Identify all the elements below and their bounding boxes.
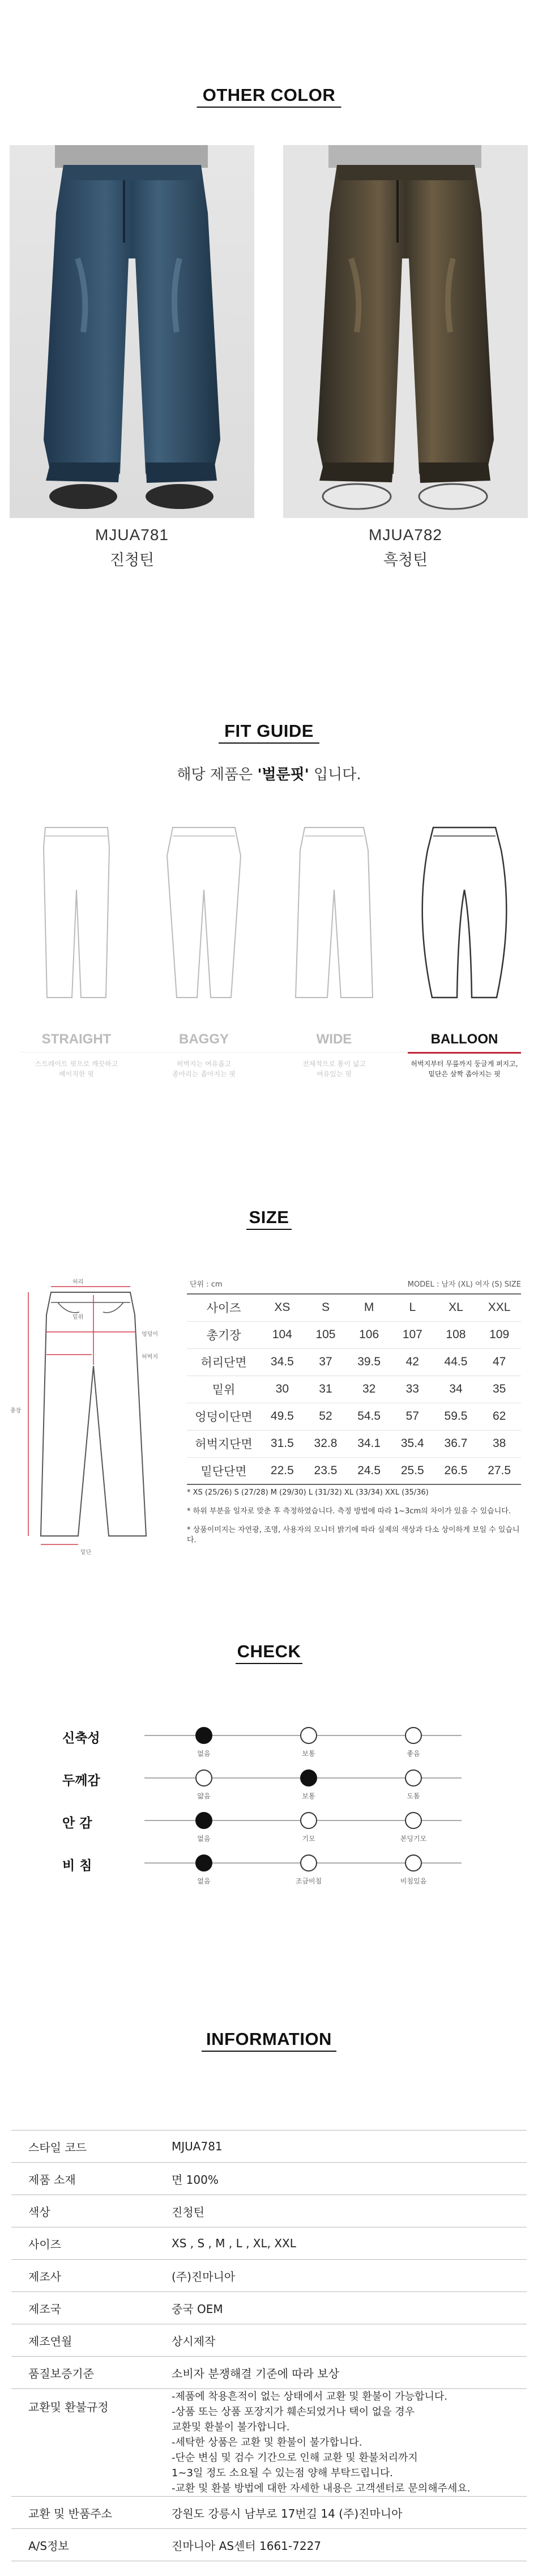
size-cell: 105 [304, 1321, 348, 1348]
size-header-cell: S [304, 1294, 348, 1321]
info-row [11, 2227, 527, 2260]
info-key: 사이즈 [11, 2227, 150, 2260]
size-cell: 밑위 [187, 1376, 261, 1403]
info-value: 상시제작 [150, 2324, 527, 2357]
size-table [187, 1293, 521, 1485]
info-row [11, 2195, 527, 2227]
fit-desc-baggy: 허벅지는 여유롭고 종아리는 좁아지는 핏 [172, 1060, 236, 1078]
size-cell: 54.5 [347, 1403, 391, 1430]
size-cell: 108 [434, 1321, 478, 1348]
size-row [187, 1376, 521, 1403]
fit-label-balloon: BALLOON [430, 1032, 498, 1047]
product-info-table [11, 2130, 527, 2561]
info-value: MJUA781 [150, 2131, 527, 2163]
size-cell: 31.5 [261, 1430, 304, 1457]
fit-intro-prefix: 해당 제품은 [177, 766, 258, 783]
size-cell: 엉덩이단면 [187, 1403, 261, 1430]
product-code-2: MJUA782 [369, 526, 442, 544]
size-cell: 30 [261, 1376, 304, 1403]
size-header-cell: L [391, 1294, 434, 1321]
size-row [187, 1457, 521, 1484]
size-cell: 34 [434, 1376, 478, 1403]
info-key: 제품 소재 [11, 2163, 150, 2195]
size-measurement-diagram [11, 1270, 181, 1564]
size-title: SIZE [249, 1207, 289, 1227]
product-photo-1[interactable] [10, 145, 254, 518]
size-header-cell: XXL [477, 1294, 521, 1321]
size-cell: 44.5 [434, 1348, 478, 1376]
dim-label-rise: 밑위 [72, 1314, 84, 1321]
fit-desc-wide: 전체적으로 통이 넓고 여유있는 핏 [302, 1060, 366, 1078]
info-value: 진마니아 AS센터 1661-7227 [150, 2529, 527, 2561]
size-row [187, 1403, 521, 1430]
fit-illustration-wide [277, 822, 391, 1003]
balloon-pants-icon [416, 822, 513, 1003]
info-key: 제조연월 [11, 2324, 150, 2357]
wide-pants-icon [289, 822, 379, 1003]
size-cell: 26.5 [434, 1457, 478, 1484]
size-cell: 35 [477, 1376, 521, 1403]
check-opt-sheerness-1: 조금비침 [295, 1877, 322, 1885]
size-cell: 109 [477, 1321, 521, 1348]
check-opt-sheerness-2: 비침있음 [400, 1877, 427, 1885]
size-header-cell: XL [434, 1294, 478, 1321]
measurement-pants-icon [11, 1270, 181, 1564]
check-opt-stretch-2: 좋음 [407, 1750, 420, 1758]
jeans-photo-black-denim [283, 145, 528, 518]
check-label-sheerness: 비 침 [62, 1858, 92, 1873]
size-note-1: * XS (25/26) S (27/28) M (29/30) L (31/32) XL (33/34) XXL (35/36) [187, 1488, 429, 1497]
info-row [11, 2529, 527, 2561]
size-cell: 42 [391, 1348, 434, 1376]
check-title: CHECK [237, 1641, 301, 1661]
size-cell: 32 [347, 1376, 391, 1403]
size-cell: 39.5 [347, 1348, 391, 1376]
size-cell: 33 [391, 1376, 434, 1403]
info-row [11, 2324, 527, 2357]
info-key: 색상 [11, 2195, 150, 2227]
size-title-underline [246, 1229, 292, 1230]
product-name-2: 흑청틴 [383, 551, 428, 568]
fit-label-straight: STRAIGHT [41, 1032, 112, 1047]
fit-intro-bold: '벌룬핏' [257, 766, 309, 783]
check-label-thickness: 두께감 [62, 1773, 100, 1788]
fit-label-baggy: BAGGY [178, 1032, 229, 1047]
info-row [11, 2357, 527, 2389]
dim-label-hip: 엉덩이 [142, 1331, 158, 1338]
size-note-2: * 하위 부분을 일자로 맞춘 후 측정하였습니다. 측정 방법에 따라 1~3cm의 차이가 있을 수 있습니다. [187, 1507, 511, 1516]
info-key: 제조국 [11, 2292, 150, 2324]
info-row [11, 2163, 527, 2195]
fit-desc-balloon: 허벅지부터 무릎까지 둥글게 퍼지고, 밑단은 살짝 좁아지는 핏 [411, 1060, 518, 1078]
size-cell: 35.4 [391, 1430, 434, 1457]
fit-illustration-balloon [408, 822, 521, 1003]
check-dot-sheerness-1 [300, 1854, 317, 1871]
size-header-cell: 사이즈 [187, 1294, 261, 1321]
information-title-underline [202, 2051, 336, 2052]
info-row [11, 2292, 527, 2324]
fit-guide-title-underline [219, 742, 319, 744]
size-row [187, 1430, 521, 1457]
model-size-info: MODEL : 남자 (XL) 여자 (S) SIZE [407, 1280, 521, 1289]
check-opt-thickness-2: 도톰 [407, 1792, 420, 1800]
check-opt-lining-1: 기모 [302, 1835, 315, 1843]
size-cell: 밑단단면 [187, 1457, 261, 1484]
check-opt-stretch-0: 없음 [197, 1750, 211, 1758]
size-cell: 36.7 [434, 1430, 478, 1457]
size-cell: 47 [477, 1348, 521, 1376]
check-dot-lining-0 [195, 1812, 212, 1829]
size-header-cell: M [347, 1294, 391, 1321]
size-cell: 59.5 [434, 1403, 478, 1430]
size-row [187, 1321, 521, 1348]
size-row [187, 1348, 521, 1376]
check-label-stretch: 신축성 [62, 1731, 100, 1746]
check-dot-stretch-1 [300, 1727, 317, 1744]
size-cell: 허벅지단면 [187, 1430, 261, 1457]
dim-label-thigh: 허벅지 [142, 1354, 158, 1360]
check-dot-thickness-2 [405, 1769, 422, 1786]
size-cell: 32.8 [304, 1430, 348, 1457]
check-dot-thickness-0 [195, 1769, 212, 1786]
baggy-pants-icon [159, 822, 249, 1003]
size-cell: 57 [391, 1403, 434, 1430]
size-cell: 27.5 [477, 1457, 521, 1484]
size-cell: 허리단면 [187, 1348, 261, 1376]
information-title: INFORMATION [206, 2029, 332, 2049]
check-dot-lining-2 [405, 1812, 422, 1829]
info-value: 중국 OEM [150, 2292, 527, 2324]
info-key: 교환 및 반품주소 [11, 2497, 150, 2529]
info-value: 진청틴 [150, 2195, 527, 2227]
other-color-title: OTHER COLOR [202, 85, 336, 105]
size-note-3: * 상품이미지는 자연광, 조명, 사용자의 모니터 밝기에 따라 실제의 색상과 다소 상이하게 보일 수 있습니다. [187, 1526, 520, 1544]
size-cell: 38 [477, 1430, 521, 1457]
info-value: 면 100% [150, 2163, 527, 2195]
check-dot-sheerness-0 [195, 1854, 212, 1871]
info-value-exchange-policy: -제품에 착용흔적이 없는 상태에서 교환 및 환불이 가능합니다. -상품 또는 상품 포장지가 훼손되었거나 택이 없을 경우 교환및 환불이 불가합니다. -세탁한 상품은 교환 및 환불이 불가합니다. -단순 변심 및 검수 기간으로 인해 교환 및 환불처리까지 1~3일 정도 소요될 수 있는점 양해 부탁드립니다. -교환 및 환불 방법에 대한 자세한 내용은 고객센터로 문의해주세요. [150, 2389, 527, 2497]
straight-pants-icon [31, 822, 122, 1003]
size-unit: 단위 : cm [190, 1280, 223, 1289]
fit-active-indicator [408, 1052, 521, 1054]
fit-desc-straight: 스트레이트 핏으로 깨끗하고 베이직한 핏 [35, 1060, 118, 1078]
size-cell: 25.5 [391, 1457, 434, 1484]
size-cell: 총기장 [187, 1321, 261, 1348]
info-key: 제조사 [11, 2260, 150, 2292]
info-row [11, 2260, 527, 2292]
fit-intro-text [0, 763, 538, 784]
product-photo-2[interactable] [283, 145, 528, 518]
fit-illustration-straight [20, 822, 133, 1003]
info-key: 교환및 환불규정 [11, 2389, 150, 2497]
size-header-row [187, 1294, 521, 1321]
dim-label-hem: 밑단 [80, 1550, 92, 1556]
other-color-title-underline [197, 107, 341, 108]
check-opt-thickness-1: 보통 [302, 1792, 315, 1800]
check-dot-stretch-0 [195, 1727, 212, 1744]
check-title-underline [236, 1663, 302, 1664]
info-value: XS , S , M , L , XL, XXL [150, 2227, 527, 2260]
fit-illustration-baggy [147, 822, 261, 1003]
size-cell: 23.5 [304, 1457, 348, 1484]
dim-label-length: 총장 [10, 1408, 22, 1414]
check-dot-sheerness-2 [405, 1854, 422, 1871]
product-name-1: 진청틴 [109, 551, 155, 568]
info-value: 소비자 분쟁해결 기준에 따라 보상 [150, 2357, 527, 2389]
size-cell: 22.5 [261, 1457, 304, 1484]
check-opt-lining-0: 없음 [197, 1835, 211, 1843]
size-cell: 34.1 [347, 1430, 391, 1457]
jeans-photo-dark-blue [10, 145, 254, 518]
size-cell: 34.5 [261, 1348, 304, 1376]
info-key: A/S정보 [11, 2529, 150, 2561]
size-cell: 104 [261, 1321, 304, 1348]
size-cell: 37 [304, 1348, 348, 1376]
product-code-1: MJUA781 [95, 526, 169, 544]
size-cell: 49.5 [261, 1403, 304, 1430]
check-dot-thickness-1 [300, 1769, 317, 1786]
dim-label-waist: 허리 [72, 1279, 84, 1285]
size-header-cell: XS [261, 1294, 304, 1321]
size-cell: 106 [347, 1321, 391, 1348]
fit-label-wide: WIDE [316, 1032, 352, 1047]
info-value: (주)진마니아 [150, 2260, 527, 2292]
info-row [11, 2497, 527, 2529]
info-value: 강원도 강릉시 남부로 17번길 14 (주)진마니아 [150, 2497, 527, 2529]
size-cell: 24.5 [347, 1457, 391, 1484]
info-key: 품질보증기준 [11, 2357, 150, 2389]
check-label-lining: 안 감 [62, 1816, 92, 1831]
check-dot-stretch-2 [405, 1727, 422, 1744]
check-opt-stretch-1: 보통 [302, 1750, 315, 1758]
check-opt-thickness-0: 얇음 [197, 1792, 211, 1800]
check-opt-lining-2: 본딩기모 [400, 1835, 427, 1843]
size-cell: 52 [304, 1403, 348, 1430]
info-row [11, 2389, 527, 2497]
check-opt-sheerness-0: 없음 [197, 1877, 211, 1885]
size-cell: 31 [304, 1376, 348, 1403]
fit-guide-title: FIT GUIDE [224, 721, 314, 741]
size-cell: 107 [391, 1321, 434, 1348]
info-row [11, 2131, 527, 2163]
check-dot-lining-1 [300, 1812, 317, 1829]
size-cell: 62 [477, 1403, 521, 1430]
fit-intro-suffix: 입니다. [309, 766, 361, 783]
info-key: 스타일 코드 [11, 2131, 150, 2163]
